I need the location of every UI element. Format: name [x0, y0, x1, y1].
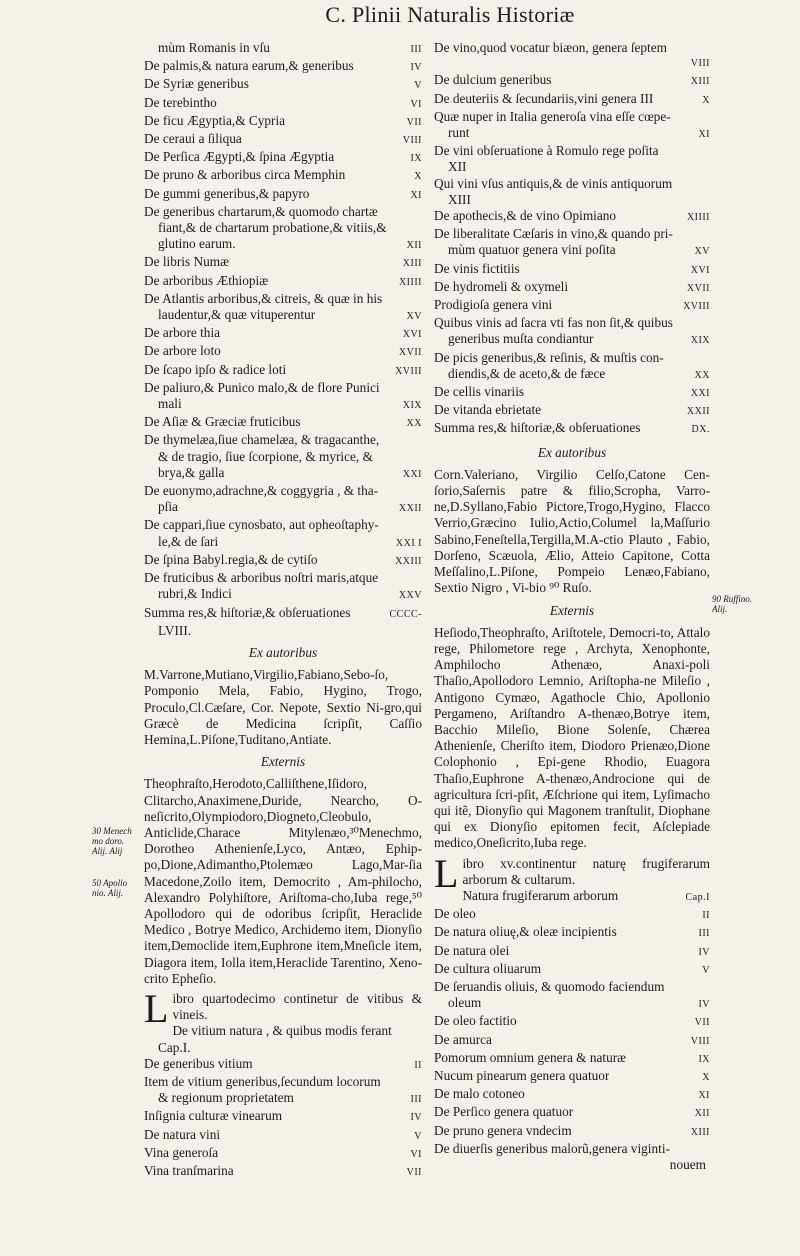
- index-entry: [434, 906, 710, 924]
- entry-number: VI: [410, 1148, 422, 1160]
- right-index-bottom: [434, 888, 710, 1173]
- entry-number: XXI: [402, 468, 422, 480]
- entry-text: De vitium natura , & quibus modis ferant: [172, 1023, 392, 1039]
- index-entry: [144, 1056, 422, 1074]
- entry-text: De oleo factitio: [434, 1013, 517, 1029]
- index-entry: [144, 1163, 422, 1181]
- entry-text: De generibus vitium: [144, 1055, 253, 1071]
- index-entry: [144, 414, 422, 432]
- entry-text: De deuteriis & ſecundariis,vini genera III: [434, 90, 654, 106]
- index-entry: [144, 40, 422, 58]
- index-entry: [434, 261, 710, 279]
- entry-number: II: [414, 1059, 422, 1071]
- right-column: [434, 40, 710, 1173]
- entry-number: VIII: [690, 1035, 710, 1047]
- entry-number: XVII: [398, 347, 422, 359]
- right-ex-autoribus-heading: Ex autoribus: [537, 444, 607, 460]
- entry-text: Inſignia culturæ vinearum: [144, 1108, 283, 1124]
- index-entry: [144, 131, 422, 149]
- index-entry: [434, 242, 710, 260]
- entry-number: IV: [410, 1112, 422, 1124]
- entry-text: Vina generoſa: [144, 1144, 219, 1160]
- entry-text: De natura olei: [434, 942, 510, 958]
- entry-text: De apothecis,& de vino Opimiano: [434, 208, 617, 224]
- entry-text: LVIII.: [158, 622, 192, 638]
- right-liber-text: ibro xv.continentur naturę frugiferarum arborum & cultarum.: [462, 855, 710, 887]
- entry-number: XIII: [402, 258, 422, 270]
- entry-number: XVIII: [395, 365, 422, 377]
- entry-number: XIII: [690, 1126, 710, 1138]
- entry-number: III: [410, 1094, 422, 1106]
- entry-number: XX: [694, 369, 710, 381]
- index-entry: [172, 1023, 422, 1039]
- index-entry: [434, 961, 710, 979]
- entry-number: IX: [698, 1053, 710, 1065]
- entry-text: laudentur,& quæ vituperentur: [158, 307, 316, 323]
- entry-text: De Atlantis arboribus,& citreis, & quæ in his: [144, 290, 383, 306]
- entry-text: De arbore thia: [144, 325, 221, 341]
- entry-text: De hydromeli & oxymeli: [434, 278, 569, 294]
- entry-text: De gummi generibus,& papyro: [144, 185, 310, 201]
- index-entry: [144, 570, 422, 586]
- index-entry: [434, 143, 710, 159]
- entry-text: XIII: [448, 191, 471, 207]
- entry-number: V: [702, 964, 710, 976]
- index-entry: [434, 192, 710, 208]
- index-entry: [144, 1108, 422, 1126]
- entry-text: De vino,quod vocatur biæon, genera ſeptem: [434, 40, 668, 55]
- index-entry: [434, 384, 710, 402]
- entry-number: XXI I: [395, 537, 422, 549]
- entry-text: De liberalitate Cæſaris in vino,& quando pri-: [434, 226, 673, 242]
- left-externis-heading: Externis: [260, 754, 306, 770]
- entry-text: mùm Romanis in vſu: [158, 40, 270, 55]
- entry-text: De terebintho: [144, 94, 217, 110]
- entry-text: brya,& galla: [158, 464, 225, 480]
- index-entry: [434, 40, 710, 56]
- index-entry: [144, 517, 422, 533]
- entry-text: Summa res,& hiſtoriæ,& obſeruationes: [434, 420, 641, 436]
- entry-number: XVI: [690, 264, 710, 276]
- entry-number: VIII: [690, 58, 710, 70]
- entry-text: Quæ nuper in Italia generoſa vina eſſe cœpe-: [434, 108, 671, 124]
- entry-text: De arbore loto: [144, 343, 221, 359]
- entry-text: De thymelæa,ſiue chamelæa, & tragacanthe,: [144, 432, 380, 448]
- index-entry: [144, 76, 422, 94]
- entry-number: III: [410, 44, 422, 55]
- index-entry: [434, 279, 710, 297]
- entry-text: oleum: [448, 995, 482, 1011]
- entry-text: De pruno genera vndecim: [434, 1122, 572, 1138]
- index-entry: [144, 1040, 422, 1056]
- right-index-top: [434, 40, 710, 439]
- entry-text: nouem: [669, 1157, 706, 1172]
- entry-text: generibus muſta condiantur: [448, 331, 594, 347]
- entry-text: Prodigioſa genera vini: [434, 297, 553, 313]
- entry-number: XVI: [402, 329, 422, 341]
- entry-text: De cellis vinariis: [434, 384, 525, 400]
- index-entry: [144, 586, 422, 604]
- index-entry: [434, 943, 710, 961]
- index-entry: [434, 1157, 710, 1173]
- entry-number: XI: [698, 1090, 710, 1102]
- entry-text: Item de vitium generibus,ſecundum locorum: [144, 1073, 381, 1089]
- entry-text: fiant,& de chartarum probatione,& vitiis,&: [158, 220, 387, 236]
- index-entry: [144, 499, 422, 517]
- entry-text: De paliuro,& Punico malo,& de flore Punici: [144, 379, 380, 395]
- left-liber-text: ibro quartodecimo continetur de vitibus & vineis.: [172, 990, 422, 1023]
- index-entry: [434, 226, 710, 242]
- index-entry: [434, 1013, 710, 1031]
- entry-text: mùm quatuor genera vini poſita: [448, 242, 616, 258]
- index-entry: [434, 350, 710, 366]
- entry-number: XX: [406, 418, 422, 430]
- index-entry: [144, 291, 422, 307]
- entry-number: XXIII: [395, 555, 422, 567]
- entry-number: XIII: [690, 76, 710, 88]
- entry-text: De ceraui a ſiliqua: [144, 131, 242, 147]
- entry-text: De ſcapo ipſo & radice loti: [144, 361, 287, 377]
- index-entry: [434, 1123, 710, 1141]
- entry-text: De oleo: [434, 906, 476, 922]
- index-entry: [144, 623, 422, 639]
- entry-text: Summa res,& hiſtoriæ,& obſeruationes: [144, 604, 351, 620]
- entry-text: pſia: [158, 499, 178, 515]
- entry-text: Nucum pinearum genera quatuor: [434, 1067, 610, 1083]
- index-entry: [144, 113, 422, 131]
- index-entry: [462, 888, 710, 906]
- entry-number: Cap.I: [685, 891, 710, 903]
- entry-number: XV: [406, 311, 422, 323]
- index-entry: [144, 362, 422, 380]
- entry-number: II: [702, 910, 710, 922]
- entry-number: DX.: [691, 424, 710, 436]
- index-entry: [434, 402, 710, 420]
- index-entry: [434, 366, 710, 384]
- index-entry: [434, 159, 710, 175]
- entry-text: De picis generibus,& reſinis, & muſtis con-: [434, 349, 664, 365]
- index-entry: [434, 125, 710, 143]
- entry-number: XXII: [686, 406, 710, 418]
- entry-number: IV: [698, 999, 710, 1011]
- entry-text: Quibus vinis ad ſacra vti fas non ſit,& quibus: [434, 315, 673, 331]
- index-entry: [144, 325, 422, 343]
- index-entry: [434, 315, 710, 331]
- index-entry: [144, 465, 422, 483]
- entry-text: De generibus chartarum,& quomodo chartæ: [144, 203, 378, 219]
- right-externis-text: Heſiodo,Theophraſto, Ariſtotele, Democri-to, Attalo rege, Philometore rege , Archyta, Xenophonte, Amphilocho Athenæo, Anaxi-poli Thaſio,Apollodoro Lemnio, Ariſtopha-ne Mileſio , Antigono Cymæo, Agathocle Chio, Apollonio Pergameno, Ariſtandro A-thenæo,Botrye item, Bacchio Mileſio, Bione Solenſe, Chærea Athenienſe, Cheriſto item, Diodoro Prienæo,Dione Colophonio , Epi-gene Rhodio, Euagora Thaſio,Euphrone A-thenæo,Androcione qui de agricultura ſcri-pſit, Æſchrione qui item, Lyſimacho qui itẽ, Dionyſio qui Magonem tranſtulit, Diophane qui ex Dionyſio epitomen fecit, Aſclepiade medico,Oneſicrito,Iuba rege.: [434, 624, 710, 851]
- entry-number: VIII: [402, 135, 422, 147]
- left-ex-autoribus-heading: Ex autoribus: [248, 644, 318, 660]
- entry-number: XI: [410, 189, 422, 201]
- margin-note: 50 Apollo nio. Alij.: [92, 878, 128, 898]
- entry-text: Cap.I.: [158, 1039, 191, 1055]
- drop-capital: L: [434, 850, 459, 896]
- index-entry: [144, 534, 422, 552]
- entry-text: De vini obſeruatione à Romulo rege poſita: [434, 143, 659, 159]
- entry-number: V: [414, 80, 422, 92]
- entry-text: le,& de ſari: [158, 533, 219, 549]
- entry-number: VII: [406, 116, 422, 128]
- entry-text: glutino earum.: [158, 236, 236, 252]
- index-entry: [434, 109, 710, 125]
- index-entry: [434, 1068, 710, 1086]
- entry-text: De diuerſis generibus malorũ,genera viginti-: [434, 1140, 670, 1156]
- entry-number: X: [414, 171, 422, 183]
- entry-text: XII: [448, 159, 467, 175]
- index-entry: [434, 420, 710, 438]
- entry-text: De Perſico genera quatuor: [434, 1104, 574, 1120]
- entry-text: De palmis,& natura earum,& generibus: [144, 58, 354, 74]
- entry-text: De arboribus Æthiopiæ: [144, 272, 269, 288]
- entry-number: XVIII: [683, 301, 710, 313]
- entry-text: De natura vini: [144, 1126, 221, 1142]
- entry-text: De ſeruandis oliuis, & quomodo faciendum: [434, 978, 665, 994]
- left-index-bottom: [144, 1023, 422, 1181]
- entry-text: mali: [158, 396, 182, 412]
- index-entry: [144, 149, 422, 167]
- index-entry: [144, 449, 422, 465]
- index-entry: [144, 605, 422, 623]
- index-entry: [144, 236, 422, 254]
- index-entry: [144, 1145, 422, 1163]
- entry-number: III: [698, 928, 710, 940]
- entry-text: Vina tranſmarina: [144, 1163, 234, 1178]
- right-externis-heading: Externis: [549, 602, 595, 618]
- index-entry: [434, 1141, 710, 1157]
- index-entry: [434, 91, 710, 109]
- entry-text: De vitanda ebrietate: [434, 402, 542, 418]
- index-entry: [144, 307, 422, 325]
- entry-number: XXII: [398, 503, 422, 515]
- index-entry: [434, 995, 710, 1013]
- entry-number: VI: [410, 98, 422, 110]
- entry-text: rubri,& Indici: [158, 586, 232, 602]
- entry-number: X: [702, 94, 710, 106]
- entry-text: & de tragio, ſiue ſcorpione, & myrice, &: [158, 448, 373, 464]
- index-entry: [434, 208, 710, 226]
- entry-number: XV: [694, 246, 710, 258]
- entry-text: De euonymo,adrachne,& coggygria , & tha-: [144, 483, 379, 499]
- entry-text: De ficu Ægyptia,& Cypria: [144, 112, 286, 128]
- entry-text: De natura oliuę,& oleæ incipientis: [434, 924, 617, 940]
- index-entry: [144, 95, 422, 113]
- entry-number: V: [414, 1130, 422, 1142]
- entry-number: XIX: [402, 400, 422, 412]
- index-entry: [144, 204, 422, 220]
- entry-number: IX: [410, 153, 422, 165]
- entry-text: De ſpina Babyl.regia,& de cytiſo: [144, 551, 318, 567]
- entry-number: CCCC-: [389, 608, 422, 620]
- entry-number: X: [702, 1071, 710, 1083]
- index-entry: [144, 254, 422, 272]
- margin-note: 30 Menech mo doro. Alij. Alij: [92, 826, 132, 856]
- entry-number: XXV: [398, 590, 422, 602]
- index-entry: [144, 167, 422, 185]
- index-entry: [434, 924, 710, 942]
- margin-note: 90 Ruffino. Alij.: [712, 594, 752, 614]
- index-entry: [434, 72, 710, 90]
- entry-text: Natura frugiferarum arborum: [462, 887, 619, 903]
- entry-number: XIIII: [398, 276, 422, 288]
- index-entry: [434, 176, 710, 192]
- entry-text: Qui vini vſus antiquis,& de vinis antiquorum: [434, 175, 673, 191]
- entry-text: diendis,& de aceto,& de fæce: [448, 365, 606, 381]
- index-entry: [144, 1127, 422, 1145]
- entry-number: VII: [694, 1017, 710, 1029]
- entry-text: Pomorum omnium genera & naturæ: [434, 1049, 627, 1065]
- entry-number: XII: [694, 1108, 710, 1120]
- entry-text: De Syriæ generibus: [144, 76, 249, 92]
- index-entry: [144, 1074, 422, 1090]
- index-entry: [144, 396, 422, 414]
- entry-number: IV: [698, 946, 710, 958]
- entry-text: De vinis fictitiis: [434, 260, 520, 276]
- drop-capital: L: [144, 985, 169, 1031]
- index-entry: [144, 1090, 422, 1108]
- entry-number: XI: [698, 129, 710, 141]
- entry-text: runt: [448, 125, 470, 141]
- left-externis-text: Theophraſto,Herodoto,Calliſthene,Iſidoro, Clitarcho,Anaximene,Duride, Nearcho, O-neſicrito,Olympiodoro,Diogneto,Cleobulo, Anticlide,Charace Mitylenæo,³⁰Menechmo, Dorotheo Athenienſe,Lyco, Antæo, Ephip-po,Dione,Adimantho,Ptolemæo Lago,Mar-ſia Macedone,Zoilo item, Democrito , Am-philocho, Alexandro Polyhiſtore, Ariſtoma-cho,Iuba rege,⁵⁰ Apollodoro qui de odoribus ſcripſit, Heraclide Medico , Botrye Medico, Archidemo item, Dionyſio item,Democlide item,Euphrone item,Mneſicle item, Diagora item, Iolla item,Heraclide Tarentino, Xeno-crito Epheſio.: [144, 776, 422, 986]
- index-entry: [434, 979, 710, 995]
- entry-number: XVII: [686, 282, 710, 294]
- entry-number: XIX: [690, 335, 710, 347]
- entry-text: De cultura oliuarum: [434, 960, 542, 976]
- index-entry: [144, 380, 422, 396]
- right-ex-autoribus-text: Corn.Valeriano, Virgilio Celſo,Catone Cen-ſorio,Saſernis patre & filio,Scropha, Varro-ne,D.Syllano,Fabio Pictore,Trogo,Hygino, Flacco Verrio,Græcino Iulio,Actio,Columel la,Maſſurio Sabino,Feneſtella,Tergilla,M.A-ctio Plauto , Fabio, Dorſeno, Scæuola, Ælio, Atteio Capitone, Cotta Meſſalino,L.Piſone, Pompeio Lenæo,Fabiano, Sextio Nigro , Vi-bio ⁹⁰ Ruſo.: [434, 466, 710, 596]
- entry-text: De amurca: [434, 1031, 492, 1047]
- entry-text: De Perſica Ægypti,& ſpina Ægyptia: [144, 149, 335, 165]
- index-entry: [434, 331, 710, 349]
- index-entry: [144, 343, 422, 361]
- index-entry: [434, 56, 710, 72]
- index-entry: [434, 1104, 710, 1122]
- page-title: C. Plinii Naturalis Historiæ: [325, 2, 575, 27]
- entry-number: XXI: [690, 388, 710, 400]
- index-entry: [144, 432, 422, 448]
- index-entry: [434, 1032, 710, 1050]
- entry-text: De libris Numæ: [144, 254, 229, 270]
- index-entry: [144, 552, 422, 570]
- entry-number: XII: [406, 240, 422, 252]
- left-index-top: [144, 40, 422, 639]
- index-entry: [434, 297, 710, 315]
- entry-text: De dulcium generibus: [434, 72, 552, 88]
- left-ex-autoribus-text: M.Varrone,Mutiano,Virgilio,Fabiano,Sebo-ſo, Pomponio Mela, Fabio, Hygino, Trogo, Proculo,Cl.Cæſare, Cor. Nepote, Sextio Ni-gro,qui Græcè de Medicina ſcripſit, Caſſio Hemina,L.Piſone,Tuditano,Antiate.: [144, 667, 422, 747]
- index-entry: [434, 1050, 710, 1068]
- entry-text: De Aſiæ & Græciæ fruticibus: [144, 414, 301, 430]
- entry-text: De cappari,ſiue cynosbato, aut opheoſtaphy-: [144, 517, 379, 533]
- entry-number: IV: [410, 62, 422, 74]
- entry-text: De malo cotoneo: [434, 1086, 525, 1102]
- index-entry: [434, 1086, 710, 1104]
- index-entry: [144, 186, 422, 204]
- index-entry: [144, 273, 422, 291]
- entry-text: De pruno & arboribus circa Memphin: [144, 167, 346, 183]
- entry-text: & regionum proprietatem: [158, 1090, 294, 1106]
- entry-number: XIIII: [686, 212, 710, 224]
- entry-number: VII: [406, 1167, 422, 1178]
- index-entry: [144, 58, 422, 76]
- left-column: [144, 40, 422, 1181]
- index-entry: [144, 220, 422, 236]
- index-entry: [144, 483, 422, 499]
- entry-text: De fruticibus & arboribus noſtri maris,atque: [144, 570, 379, 586]
